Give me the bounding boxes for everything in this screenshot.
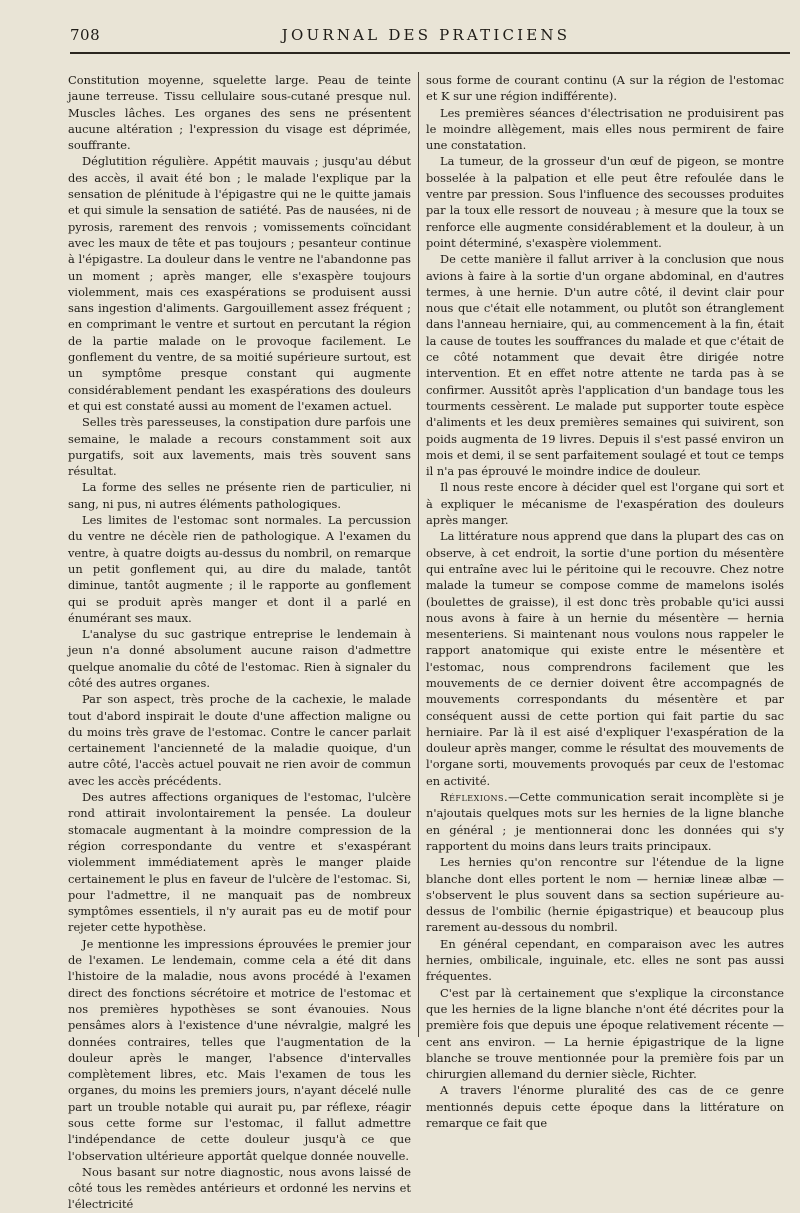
header-rule [70,52,790,54]
paragraph: Des autres affections organiques de l'estomac, l'ulcère rond attirait involontairement la pensée. La douleur stomacale augmentant à la moindre compression de la région correspondante du ventre et s'exaspérant violemment immédiatement après le manger plaide certainement le plus en faveur de l'ulcère de l'estomac. Si, pour l'admettre, il ne manquait pas de nombreux symptômes essentiels, il n'y aurait pas eu de motif pour rejeter cette hypothèse. [68,790,411,935]
reflexions-paragraph [426,789,784,854]
paragraph: Je mentionne les impressions éprouvées le premier jour de l'examen. Le lendemain, comme cela a été dit dans l'histoire de la maladie, nous avons procédé à l'examen direct des fonctions sécrétoire et motrice de l'estomac et nos premières hypothèses se sont évanouies. Nous pensâmes alors à l'existence d'une névralgie, malgré les données contraires, telles que l'augmentation de la douleur après le manger, l'absence d'intervalles complètement libres, etc. Mais l'examen de tous les organes, du moins les premiers jours, n'ayant décelé nulle part un trouble notable qui aurait pu, par réflexe, réagir sous cette forme sur l'estomac, il fallut admettre l'indépendance de cette douleur jusqu'à ce que l'observation ultérieure apportât quelque donnée nouvelle. [68,936,411,1163]
paragraph: C'est par là certainement que s'explique la circonstance que les hernies de la ligne blanche n'ont été décrites pour la première fois que depuis une époque relativement récente — cent ans environ. — La hernie épigastrique de la ligne blanche se trouve mentionnée pour la première fois par un chirurgien allemand du dernier siècle, Richter. [426,985,784,1082]
paragraph: sous forme de courant continu (A sur la région de l'estomac et K sur une région indifférente). [426,73,784,104]
paragraph: La tumeur, de la grosseur d'un œuf de pigeon, se montre bosselée à la palpation et elle peut être refoulée dans le ventre par pression. Sous l'influence des secousses produites par la toux elle ressort de nouveau ; à mesure que la toux se renforce elle augmente considérablement et la douleur, à un point déterminé, s'exaspère violemment. [426,154,784,250]
paragraph: Nous basant sur notre diagnostic, nous avons laissé de côté tous les remèdes antérieurs et ordonné les nervins et l'électricité [68,1164,411,1212]
page-number: 708 [70,26,101,44]
journal-title: JOURNAL DES PRATICIENS [281,26,571,44]
column-divider [418,72,419,1037]
reflexions-text: —Cette communication serait incomplète si je n'ajoutais quelques mots sur les hernies de la ligne blanche en général ; je mentionnerai donc les données qui s'y rapportent du moins dans leurs traits principaux. [426,790,784,853]
paragraph: La forme des selles ne présente rien de particulier, ni sang, ni pus, ni autres éléments pathologiques. [68,480,411,511]
left-column [68,72,411,1212]
paragraph: L'analyse du suc gastrique entreprise le lendemain à jeun n'a donné absolument aucune raison d'admettre quelque anomalie du côté de l'estomac. Rien à signaler du côté des autres organes. [68,627,411,690]
paragraph: Constitution moyenne, squelette large. Peau de teinte jaune terreuse. Tissu cellulaire sous-cutané presque nul. Muscles lâches. Les organes des sens ne présentent aucune altération ; l'expression du visage est déprimée, souffrante. [68,73,411,153]
paragraph: En général cependant, en comparaison avec les autres hernies, ombilicale, inguinale, etc. elles ne sont pas aussi fréquentes. [426,936,784,984]
paragraph: Les premières séances d'électrisation ne produisirent pas le moindre allègement, mais elles nous permirent de faire une constatation. [426,105,784,153]
page-header [70,26,782,52]
paragraph: Déglutition régulière. Appétit mauvais ; jusqu'au début des accès, il avait été bon ; le malade l'explique par la sensation de plénitude à l'épigastre qui ne le quitte jamais et qui simule la sensation de satiété. Pas de nausées, ni de pyrosis, rarement des renvois ; vomissements coïncidant avec les maux de tête et pas toujours ; pesanteur continue à l'épigastre. La douleur dans le ventre ne l'abandonne pas un moment ; après manger, elle s'exaspère toujours violemment, mais ces exaspérations se produisent aussi sans ingestion d'aliments. Gargouillement assez fréquent ; en comprimant le ventre et surtout en percutant la région de la partie malade on le provoque facilement. Le gonflement du ventre, de sa moitié supérieure surtout, est un symptôme presque constant qui augmente considérablement pendant les exaspérations des douleurs et qui est constaté aussi au moment de l'examen actuel. [68,154,411,413]
paragraph: Il nous reste encore à décider quel est l'organe qui sort et à expliquer le mécanisme de l'exaspération des douleurs après manger. [426,480,784,528]
paragraph: Selles très paresseuses, la constipation dure parfois une semaine, le malade a recours constamment soit aux purgatifs, soit aux lavements, mais très souvent sans résultat. [68,415,411,479]
paragraph: A travers l'énorme pluralité des cas de ce genre mentionnés depuis cette époque dans la littérature on remarque ce fait que [426,1083,784,1130]
paragraph: De cette manière il fallut arriver à la conclusion que nous avions à faire à la sortie d'un organe abdominal, en d'autres termes, à une hernie. D'un autre côté, il devint clair pour nous que c'était elle notamment, ou plutôt son étranglement dans l'anneau herniaire, qui, au commencement à la fin, était la cause de toutes les souffrances du malade et que c'était de ce côté notamment que devait être dirigée notre intervention. Et en effet notre attente ne tarda pas à se confirmer. Aussitôt après l'application d'un bandage tous les tourments cessèrent. Le malade put supporter toute espèce d'aliments et les deux premières semaines qui suivirent, son poids augmenta de 19 livres. Depuis il s'est passé environ un mois et demi, il se sent parfaitement soulagé et tout ce temps il n'a pas éprouvé le moindre indice de douleur. [426,252,784,479]
right-column [426,72,784,1130]
paragraph: Les limites de l'estomac sont normales. La percussion du ventre ne décèle rien de pathologique. A l'examen du ventre, à quatre doigts au-dessus du nombril, on remarque un petit gonflement qui, au dire du malade, tantôt diminue, tantôt augmente ; il le rapporte au gonflement qui se produit après manger et dont il a parlé en énumérant ses maux. [68,513,411,625]
reflexions-label: Réflexions. [440,790,509,805]
paragraph: Par son aspect, très proche de la cachexie, le malade tout d'abord inspirait le doute d'une affection maligne ou du moins très grave de l'estomac. Contre le cancer parlait certainement l'ancienneté de la maladie quoique, d'un autre côté, l'accès actuel pouvait ne rien avoir de commun avec les accès précédents. [68,692,411,788]
paragraph: Les hernies qu'on rencontre sur l'étendue de la ligne blanche dont elles portent le nom — herniæ lineæ albæ — s'observent le plus souvent dans sa section supérieure au-dessus de l'ombilic (hernie épigastrique) et beaucoup plus rarement au-dessous du nombril. [426,855,784,935]
paragraph: La littérature nous apprend que dans la plupart des cas on observe, à cet endroit, la sortie d'une portion du mésentère qui entraîne avec lui le péritoine qui le recouvre. Chez notre malade la tumeur se compose comme de mamelons isolés (boulettes de graisse), il est donc très probable qu'ici aussi nous avons à faire à un hernie du mésentère — hernia mesenteriens. Si maintenant nous voulons nous rappeler le rapport anatomique qui existe entre le mésentère et l'estomac, nous comprendrons facilement que les mouvements de ce dernier doivent être accompagnés de mouvements correspondants du mésentère et par conséquent aussi de cette portion qui fait partie du sac herniaire. Par là il est aisé d'expliquer l'exaspération de la douleur après manger, comme le résultat des mouvements de l'organe sorti, mouvements provoqués par ceux de l'estomac en activité. [426,529,784,788]
